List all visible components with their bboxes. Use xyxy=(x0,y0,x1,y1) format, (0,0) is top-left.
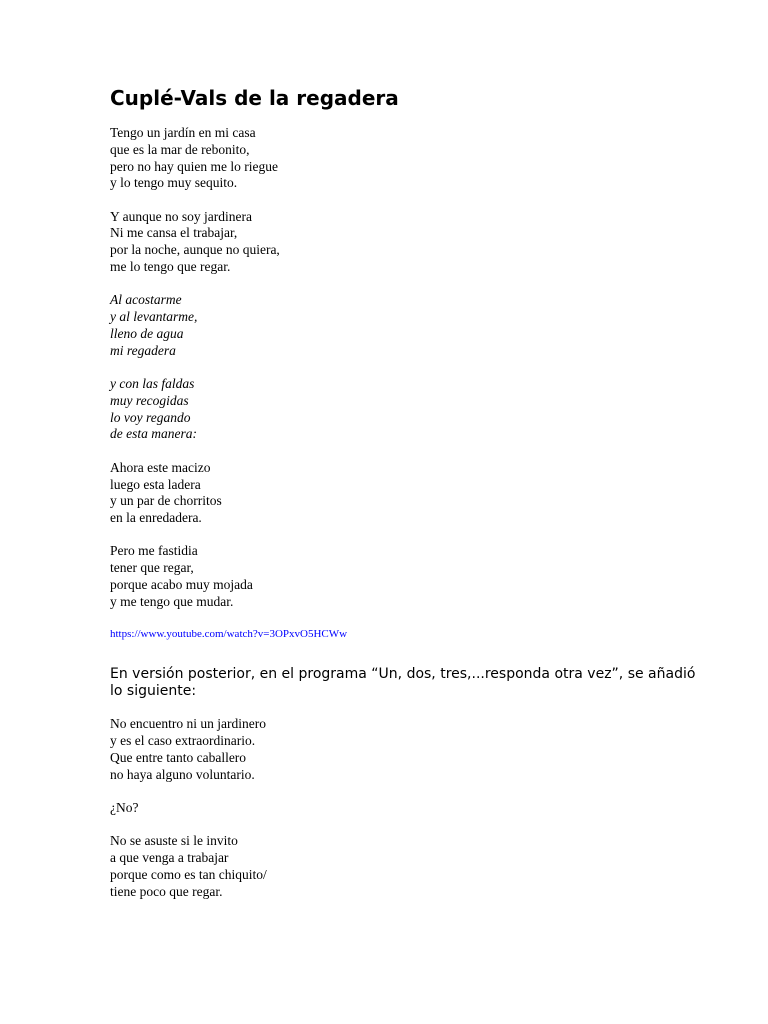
stanza xyxy=(110,376,710,443)
lyric-line: no haya alguno voluntario. xyxy=(110,766,255,782)
lyric-line: Que entre tanto caballero xyxy=(110,749,247,765)
stanza xyxy=(110,800,710,817)
stanza xyxy=(110,209,710,276)
lyric-line: por la noche, aunque no quiera, xyxy=(110,242,280,258)
lyric-line: Tengo un jardín en mi casa xyxy=(110,125,256,140)
stanza xyxy=(110,460,710,527)
lyric-line: y un par de chorritos xyxy=(110,493,222,509)
lyric-line: lo voy regando xyxy=(110,409,191,425)
lyric-line: mi regadera xyxy=(110,342,176,358)
document-title: Cuplé-Vals de la regadera xyxy=(110,86,399,110)
lyric-line: y al levantarme, xyxy=(110,309,198,325)
lyrics-part-2 xyxy=(110,716,710,900)
stanza xyxy=(110,716,710,783)
stanza xyxy=(110,543,710,610)
lyric-line: No se asuste si le invito xyxy=(110,833,238,849)
lyric-line: Al acostarme xyxy=(110,292,182,308)
lyric-line: y es el caso extraordinario. xyxy=(110,732,256,748)
youtube-link[interactable]: https://www.youtube.com/watch?v=3OPxvO5HCWw xyxy=(110,628,348,641)
stanza xyxy=(110,292,710,359)
lyrics-part-1 xyxy=(110,125,710,611)
lyric-line: No encuentro ni un jardinero xyxy=(110,716,266,732)
lyric-line: muy recogidas xyxy=(110,392,189,408)
version-note: En versión posterior, en el programa “Un, dos, tres,...responda otra vez”, se añadió lo siguiente: xyxy=(110,666,696,700)
document-page xyxy=(110,86,710,917)
stanza xyxy=(110,833,710,900)
lyric-line: porque como es tan chiquito/ xyxy=(110,866,267,882)
lyric-line: Ahora este macizo xyxy=(110,459,211,475)
lyric-line: me lo tengo que regar. xyxy=(110,259,231,275)
lyric-line: que es la mar de rebonito, xyxy=(110,141,250,157)
stanza xyxy=(110,125,710,192)
lyric-line: Ni me cansa el trabajar, xyxy=(110,225,238,241)
lyric-line: y me tengo que mudar. xyxy=(110,593,234,609)
lyric-line: y lo tengo muy sequito. xyxy=(110,175,238,191)
lyric-line: Y aunque no soy jardinera xyxy=(110,208,252,224)
lyric-line: pero no hay quien me lo riegue xyxy=(110,158,278,174)
lyric-line: de esta manera: xyxy=(110,426,197,442)
lyric-line: luego esta ladera xyxy=(110,476,201,492)
lyric-line: ¿No? xyxy=(110,799,139,815)
lyric-line: tiene poco que regar. xyxy=(110,883,223,899)
lyric-line: en la enredadera. xyxy=(110,510,202,526)
lyric-line: a que venga a trabajar xyxy=(110,849,229,865)
lyric-line: tener que regar, xyxy=(110,560,194,576)
lyric-line: lleno de agua xyxy=(110,325,184,341)
lyric-line: porque acabo muy mojada xyxy=(110,577,253,593)
lyric-line: Pero me fastidia xyxy=(110,543,198,559)
lyric-line: y con las faldas xyxy=(110,376,195,392)
